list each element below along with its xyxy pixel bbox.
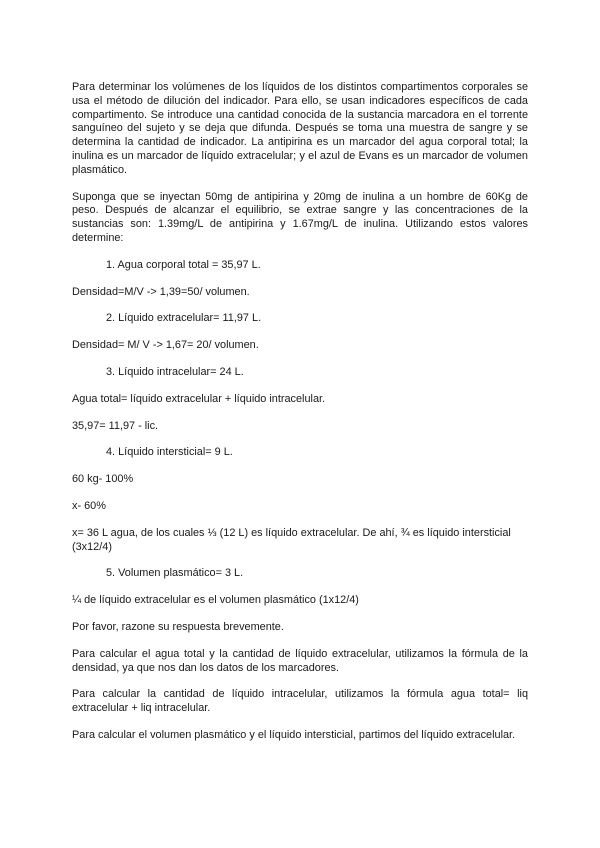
problem-paragraph: Suponga que se inyectan 50mg de antipirina y 20mg de inulina a un hombre de 60Kg de peso. Después de alcanzar el equilibrio, se extrae sangre y las concentraciones de la sustancias son: 1.39mg/L de antipirina y 1.67mg/L de inulina. Utilizando estos valores determine: [72, 190, 528, 244]
question-prompt: Por favor, razone su respuesta brevemente. [72, 620, 284, 633]
calc-plasmatico: ¼ de líquido extracelular es el volumen plasmático (1x12/4) [72, 594, 359, 607]
calc-densidad-2: Densidad= M/ V -> 1,67= 20/ volumen. [72, 339, 259, 352]
calc-60kg: 60 kg- 100% [72, 473, 134, 486]
answer-paragraph-3: Para calcular el volumen plasmático y el líquido intersticial, partimos del líquido extracelular. [72, 728, 516, 741]
item-liquido-extracelular: 2. Líquido extracelular= 11,97 L. [106, 312, 262, 325]
calc-36L: x= 36 L agua, de los cuales ⅓ (12 L) es líquido extracelular. De ahí, ¾ es líquido intersticial (3x12/4) [72, 526, 511, 553]
item-liquido-intracelular: 3. Líquido intracelular= 24 L. [106, 365, 244, 378]
calc-lic: 35,97= 11,97 - lic. [72, 419, 159, 432]
answer-paragraph-2: Para calcular la cantidad de líquido intracelular, utilizamos la fórmula agua total= liq extracelular + liq intracelular. [72, 688, 528, 715]
item-volumen-plasmatico: 5. Volumen plasmático= 3 L. [106, 567, 244, 580]
calc-densidad-1: Densidad=M/V -> 1,39=50/ volumen. [72, 285, 250, 298]
calc-x-60: x- 60% [72, 499, 106, 512]
calc-agua-total: Agua total= líquido extracelular + líquido intracelular. [72, 392, 326, 405]
document-body [72, 81, 528, 743]
item-liquido-intersticial: 4. Líquido intersticial= 9 L. [106, 446, 233, 459]
intro-paragraph: Para determinar los volúmenes de los líquidos de los distintos compartimentos corporales se usa el método de dilución del indicador. Para ello, se usan indicadores específicos de cada compartimento. Se introduce una cantidad conocida de la sustancia marcadora en el torrente sanguíneo del sujeto y se deja que difunda. Después se toma una muestra de sangre y se determina la cantidad de indicador. La antipirina es un marcador del agua corporal total; la inulina es un marcador de líquido extracelular; y el azul de Evans es un marcador de volumen plasmático. [72, 81, 528, 176]
answer-paragraph-1: Para calcular el agua total y la cantidad de líquido extracelular, utilizamos la fórmula de la densidad, ya que nos dan los datos de los marcadores. [72, 647, 528, 674]
item-agua-total: 1. Agua corporal total = 35,97 L. [106, 258, 261, 271]
